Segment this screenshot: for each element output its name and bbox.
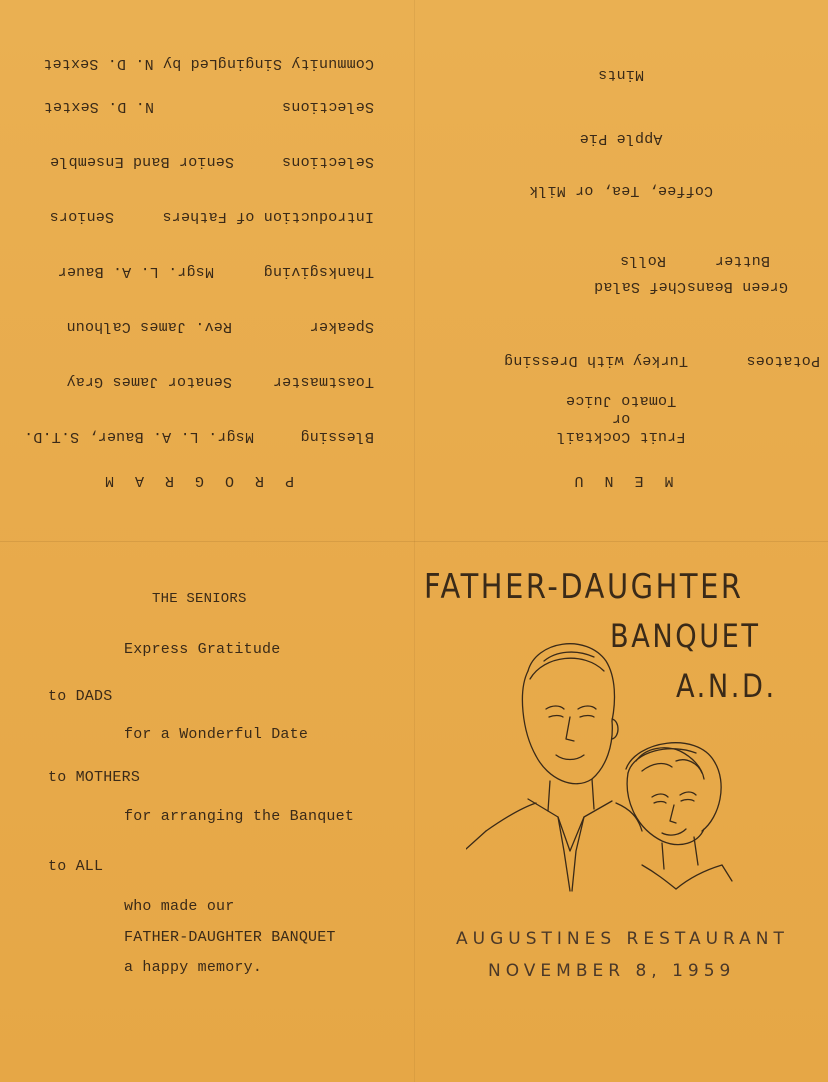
seniors-title: THE SENIORS — [152, 591, 247, 607]
program-item-left: Selections — [281, 153, 374, 170]
for-arranging-banquet: for arranging the Banquet — [124, 808, 355, 825]
menu-heading: M E N U — [568, 472, 674, 489]
program-item-right: Msgr. L. A. Bauer, S.T.D. — [23, 428, 254, 445]
restaurant-name: AUGUSTINES RESTAURANT — [456, 929, 789, 949]
to-all: to ALL — [48, 858, 104, 875]
menu-potatoes: Potatoes — [746, 352, 820, 369]
for-wonderful-date: for a Wonderful Date — [124, 726, 309, 743]
program-item-right: Seniors — [49, 208, 114, 225]
menu-salad: Chef Salad — [593, 278, 686, 295]
cover-panel — [414, 541, 828, 1082]
menu-panel — [414, 0, 828, 541]
to-mothers: to MOTHERS — [48, 769, 141, 786]
menu-rolls: Rolls — [619, 252, 666, 269]
program-item-left: Toastmaster — [272, 373, 374, 390]
happy-memory: a happy memory. — [124, 959, 263, 976]
program-heading: P R O G R A M — [98, 472, 294, 489]
program-item-left: Selections — [281, 98, 374, 115]
father-daughter-banquet-text: FATHER-DAUGHTER BANQUET — [124, 929, 336, 946]
menu-or: or — [611, 410, 631, 427]
cover-title-father-daughter: FATHER-DAUGHTER — [424, 567, 744, 607]
menu-tomato-juice: Tomato Juice — [565, 392, 677, 409]
menu-drinks: Coffee, Tea, or Milk — [528, 182, 714, 199]
program-item-left: Thanksgiving — [263, 263, 374, 280]
banquet-date: NOVEMBER 8, 1959 — [488, 961, 736, 981]
program-item-right: Msgr. L. A. Bauer — [57, 263, 214, 280]
program-item-right: Senior Band Ensemble — [49, 153, 234, 170]
program-item-left: Introduction of Fathers — [162, 208, 374, 225]
to-dads: to DADS — [48, 688, 113, 705]
program-panel — [0, 0, 414, 541]
menu-mints: Mints — [598, 66, 645, 83]
menu-turkey: Turkey with Dressing — [503, 352, 688, 369]
cover-title-and: A.N.D. — [676, 667, 777, 705]
program-item-right: Led by N. D. Sextet — [43, 55, 218, 72]
menu-fruit-cocktail: Fruit Cocktail — [556, 428, 686, 445]
program-item-left: Speaker — [309, 318, 374, 335]
program-item-left: Blessing — [300, 428, 374, 445]
express-gratitude: Express Gratitude — [124, 641, 281, 658]
menu-butter: Butter — [714, 252, 770, 269]
cover-title-banquet: BANQUET — [610, 617, 761, 655]
menu-dessert: Apple Pie — [579, 130, 663, 147]
program-item-right: N. D. Sextet — [43, 98, 154, 115]
father-daughter-illustration — [466, 621, 736, 901]
menu-beans: Green Beans — [686, 278, 788, 295]
who-made-our: who made our — [124, 898, 235, 915]
program-item-right: Rev. James Calhoun — [66, 318, 232, 335]
program-item-right: Senator James Gray — [66, 373, 232, 390]
program-item-left: Community Singing — [217, 55, 374, 72]
seniors-thanks-panel — [0, 541, 414, 1082]
